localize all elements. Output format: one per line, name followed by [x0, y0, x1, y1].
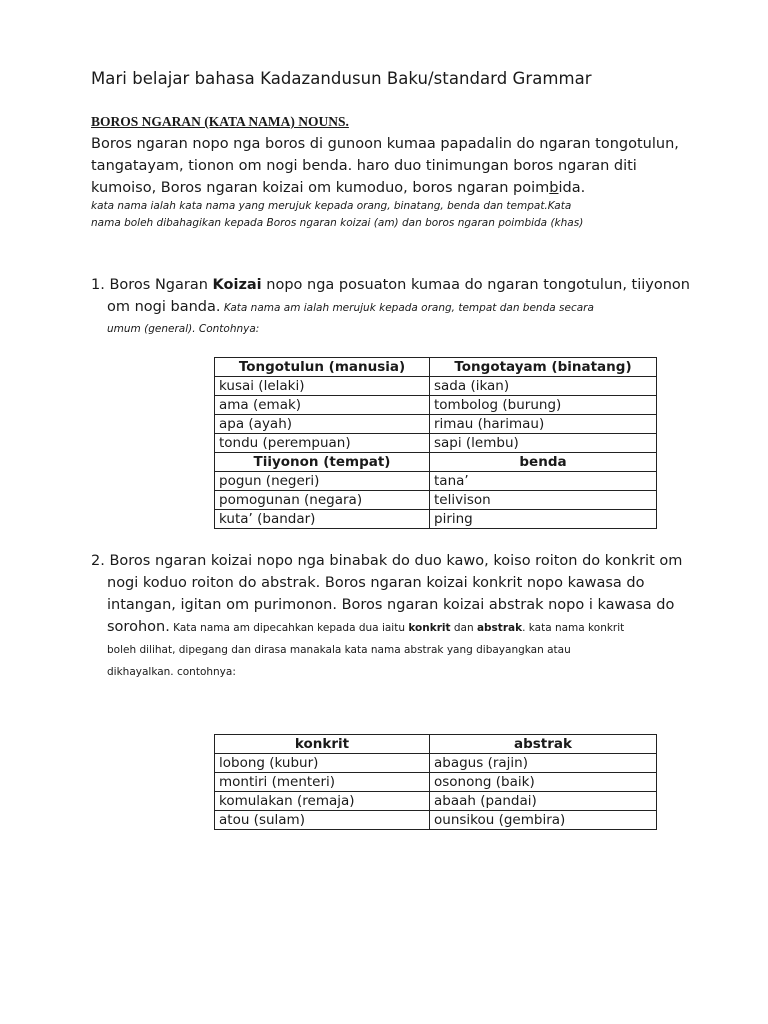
table-row [215, 377, 657, 396]
page-title: Mari belajar bahasa Kadazandusun Baku/standard Grammar [91, 69, 592, 88]
table-cell: ama (emak) [215, 396, 430, 415]
table-cell: komulakan (remaja) [215, 792, 430, 811]
table-row [215, 773, 657, 792]
table-row [215, 792, 657, 811]
intro-line: tangatayam, tionon om nogi benda. haro duo tinimungan boros ngaran diti [91, 158, 637, 174]
table-cell: apa (ayah) [215, 415, 430, 434]
table-cell: tombolog (burung) [430, 396, 657, 415]
table-cell: ounsikou (gembira) [430, 811, 657, 830]
table-cell: montiri (menteri) [215, 773, 430, 792]
table-row [215, 811, 657, 830]
table-cell: atou (sulam) [215, 811, 430, 830]
table-cell: osonong (baik) [430, 773, 657, 792]
table-subheader-row [215, 453, 657, 472]
item-line: umum (general). Contohnya: [107, 323, 260, 335]
note-line: kata nama ialah kata nama yang merujuk kepada orang, binatang, benda dan tempat.Kata [91, 200, 572, 212]
table-cell: sapi (lembu) [430, 434, 657, 453]
table-cell: lobong (kubur) [215, 754, 430, 773]
table-header-cell: Tiiyonon (tempat) [215, 453, 430, 472]
table-header-cell: Tongotulun (manusia) [215, 358, 430, 377]
item-line: 2. Boros ngaran koizai nopo nga binabak do duo kawo, koiso roiton do konkrit om [91, 553, 683, 569]
nouns-table-konkrit-abstrak [214, 734, 657, 830]
table-cell: pogun (negeri) [215, 472, 430, 491]
item-line: sorohon. Kata nama am dipecahkan kepada dua iaitu konkrit dan abstrak. kata nama konkrit [107, 619, 625, 635]
table-header-cell: benda [430, 453, 657, 472]
intro-translation [91, 198, 701, 232]
nouns-table-koizai [214, 357, 657, 529]
table-cell: sada (ikan) [430, 377, 657, 396]
table-header-row [215, 358, 657, 377]
table-row [215, 754, 657, 773]
table-cell: tana’ [430, 472, 657, 491]
table-row [215, 396, 657, 415]
table-row [215, 510, 657, 529]
table-cell: abagus (rajin) [430, 754, 657, 773]
intro-line: kumoiso, Boros ngaran koizai om kumoduo, boros ngaran poimbida. [91, 180, 586, 196]
table-cell: kusai (lelaki) [215, 377, 430, 396]
item-number: 2. [91, 553, 105, 569]
section-heading: BOROS NGARAN (KATA NAMA) NOUNS. [91, 114, 349, 129]
table-header-row [215, 735, 657, 754]
list-item-2 [91, 550, 711, 683]
table-header-cell: konkrit [215, 735, 430, 754]
table-row [215, 491, 657, 510]
item-line: intangan, igitan om purimonon. Boros ngaran koizai abstrak nopo i kawasa do [107, 597, 675, 613]
table-cell: telivison [430, 491, 657, 510]
intro-line: Boros ngaran nopo nga boros di gunoon kumaa papadalin do ngaran tongotulun, [91, 136, 679, 152]
table-cell: tondu (perempuan) [215, 434, 430, 453]
table-cell: pomogunan (negara) [215, 491, 430, 510]
table-row [215, 434, 657, 453]
table-cell: abaah (pandai) [430, 792, 657, 811]
item-line: boleh dilihat, dipegang dan dirasa manakala kata nama abstrak yang dibayangkan atau [107, 644, 571, 656]
item-number: 1. [91, 277, 105, 293]
table-cell: piring [430, 510, 657, 529]
table-row [215, 415, 657, 434]
table-header-cell: Tongotayam (binatang) [430, 358, 657, 377]
list-item-1 [91, 275, 711, 339]
table-header-cell: abstrak [430, 735, 657, 754]
item-line: om nogi banda. Kata nama am ialah merujuk kepada orang, tempat dan benda secara [107, 299, 594, 315]
item-line: nogi koduo roiton do abstrak. Boros ngaran koizai konkrit nopo kawasa do [107, 575, 645, 591]
table-row [215, 472, 657, 491]
note-line: nama boleh dibahagikan kepada Boros ngaran koizai (am) dan boros ngaran poimbida (khas) [91, 217, 584, 229]
item-line: dikhayalkan. contohnya: [107, 666, 236, 678]
table-cell: kuta’ (bandar) [215, 510, 430, 529]
item-line: 1. Boros Ngaran Koizai nopo nga posuaton kumaa do ngaran tongotulun, tiiyonon [91, 277, 690, 293]
table-cell: rimau (harimau) [430, 415, 657, 434]
intro-paragraph [91, 133, 711, 199]
